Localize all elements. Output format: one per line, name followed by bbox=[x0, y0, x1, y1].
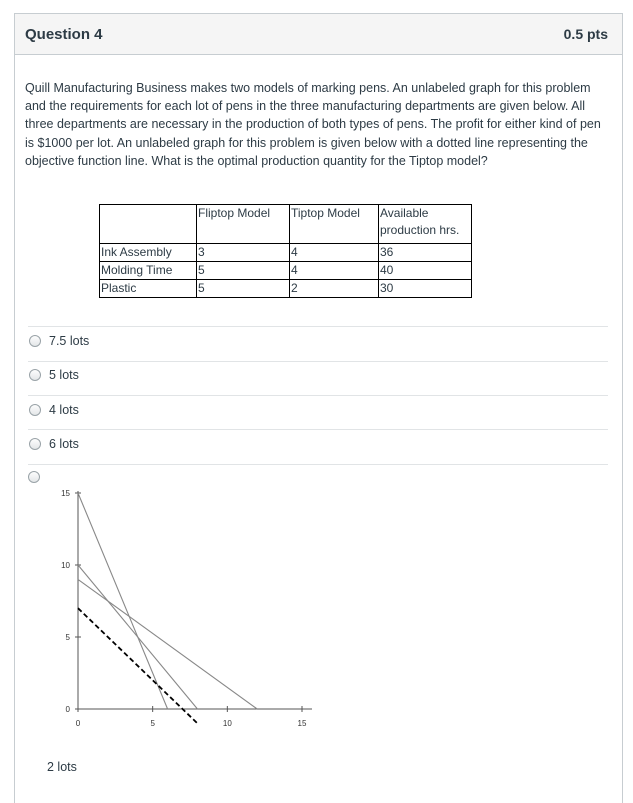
table-cell: 30 bbox=[379, 280, 472, 298]
table-cell: 40 bbox=[379, 262, 472, 280]
table-cell: 4 bbox=[290, 262, 379, 280]
divider bbox=[28, 326, 608, 327]
x-tick-label: 5 bbox=[150, 719, 155, 728]
answer-option-2[interactable] bbox=[29, 368, 79, 382]
divider bbox=[28, 361, 608, 362]
radio-button[interactable] bbox=[29, 335, 41, 347]
question-text: Quill Manufacturing Business makes two models of marking pens. An unlabeled graph for this problem and the requirements for each lot of pens in the three manufacturing departments are given below. All three departments are necessary in the production of both types of pens. The profit for either kind of pen is $1000 per lot. An unlabeled graph for this problem is given below with a dotted line representing the objective function line. What is the optimal production quantity for the Tiptop model? bbox=[25, 81, 601, 168]
y-tick-label: 10 bbox=[61, 561, 70, 570]
table-header-row bbox=[100, 205, 472, 244]
table-cell: 2 bbox=[290, 280, 379, 298]
answer-option-4[interactable] bbox=[29, 437, 79, 451]
divider bbox=[28, 429, 608, 430]
y-tick-label: 0 bbox=[65, 705, 70, 714]
divider bbox=[28, 395, 608, 396]
x-tick-label: 15 bbox=[297, 719, 307, 728]
table-cell: 4 bbox=[290, 244, 379, 262]
answer-option-3[interactable] bbox=[29, 403, 79, 417]
requirements-table bbox=[99, 204, 472, 298]
answer-label: 5 lots bbox=[49, 368, 79, 382]
radio-button[interactable] bbox=[29, 369, 41, 381]
table-cell: 5 bbox=[197, 262, 290, 280]
radio-button[interactable] bbox=[29, 438, 41, 450]
radio-button[interactable] bbox=[29, 404, 41, 416]
constraint-line bbox=[78, 493, 168, 709]
table-cell: 36 bbox=[379, 244, 472, 262]
x-tick-label: 10 bbox=[222, 719, 232, 728]
constraint-line bbox=[78, 579, 257, 709]
table-cell: 3 bbox=[197, 244, 290, 262]
answer-label: 2 lots bbox=[47, 760, 77, 774]
question-header bbox=[15, 14, 622, 55]
y-tick-label: 5 bbox=[65, 633, 70, 642]
radio-button[interactable] bbox=[28, 471, 40, 483]
table-cell: 5 bbox=[197, 280, 290, 298]
table-row bbox=[100, 280, 472, 298]
answer-label: 4 lots bbox=[49, 403, 79, 417]
answer-label: 7.5 lots bbox=[49, 334, 90, 348]
table-cell: Ink Assembly bbox=[100, 244, 197, 262]
question-points: 0.5 pts bbox=[563, 26, 608, 42]
answer-option-1[interactable] bbox=[29, 334, 89, 348]
x-tick-label: 0 bbox=[75, 719, 81, 728]
y-tick-label: 15 bbox=[61, 489, 70, 498]
table-cell: Plastic bbox=[100, 280, 197, 298]
table-header-cell bbox=[100, 205, 197, 244]
table-row bbox=[100, 262, 472, 280]
lp-graph bbox=[50, 474, 480, 749]
question-title: Question 4 bbox=[25, 25, 103, 43]
answer-label: 6 lots bbox=[49, 437, 79, 451]
table-header-cell: Fliptop Model bbox=[197, 205, 290, 244]
table-header-cell: Available production hrs. bbox=[379, 205, 472, 244]
table-row bbox=[100, 244, 472, 262]
answer-option-5[interactable] bbox=[28, 471, 48, 483]
table-cell: Molding Time bbox=[100, 262, 197, 280]
table-header-cell: Tiptop Model bbox=[290, 205, 379, 244]
divider bbox=[28, 464, 608, 465]
objective-line bbox=[78, 608, 197, 723]
